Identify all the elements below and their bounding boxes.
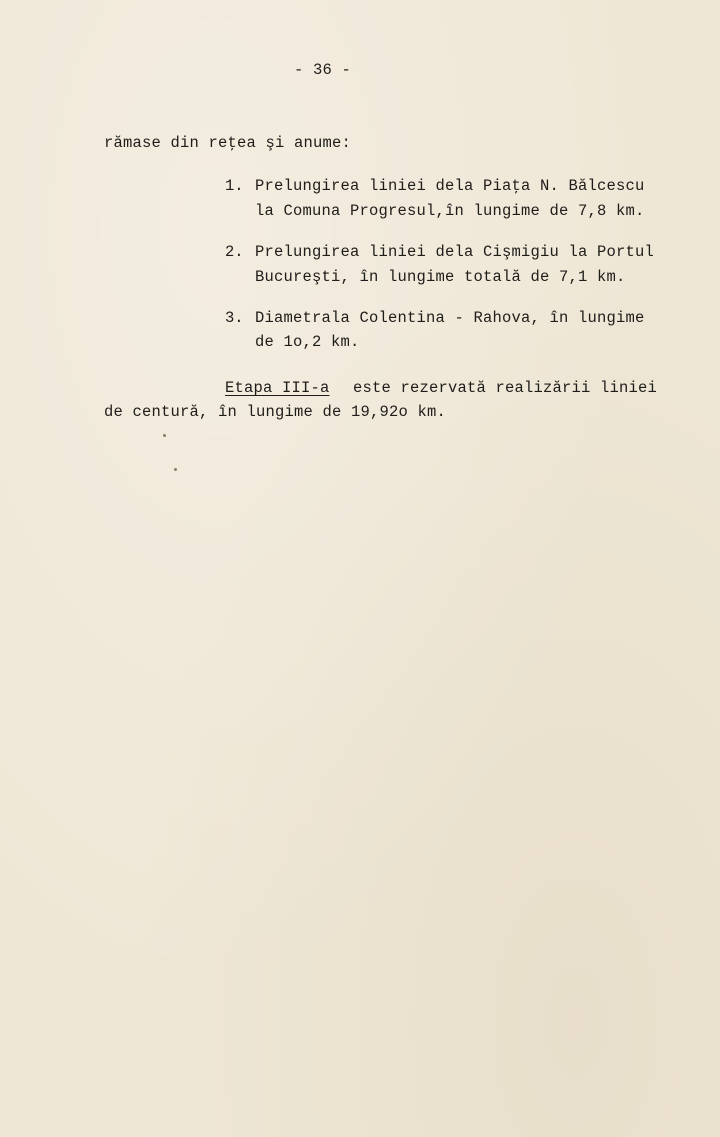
page-number: - 36 - bbox=[294, 61, 352, 79]
list-item-line: Bucureşti, în lungime totală de 7,1 km. bbox=[255, 268, 626, 286]
list-item-line: de 1o,2 km. bbox=[255, 333, 360, 351]
list-item-line: Diametrala Colentina - Rahova, în lungime bbox=[255, 309, 645, 327]
stage-label: Etapa III-a bbox=[225, 379, 330, 397]
stage-text: de centură, în lungime de 19,92o km. bbox=[104, 403, 447, 421]
paper-speck bbox=[174, 468, 177, 471]
list-item-number: 1. bbox=[225, 177, 244, 195]
intro-text: rămase din reţea şi anume: bbox=[104, 134, 352, 152]
list-item-number: 2. bbox=[225, 243, 244, 261]
list-item-line: Prelungirea liniei dela Piaţa N. Bălcescu bbox=[255, 177, 645, 195]
list-item-number: 3. bbox=[225, 309, 244, 327]
paper-speck bbox=[163, 434, 166, 437]
stage-text: este rezervată realizării liniei bbox=[353, 379, 658, 397]
list-item-line: la Comuna Progresul,în lungime de 7,8 km. bbox=[255, 202, 645, 220]
list-item-line: Prelungirea liniei dela Cişmigiu la Portul bbox=[255, 243, 655, 261]
